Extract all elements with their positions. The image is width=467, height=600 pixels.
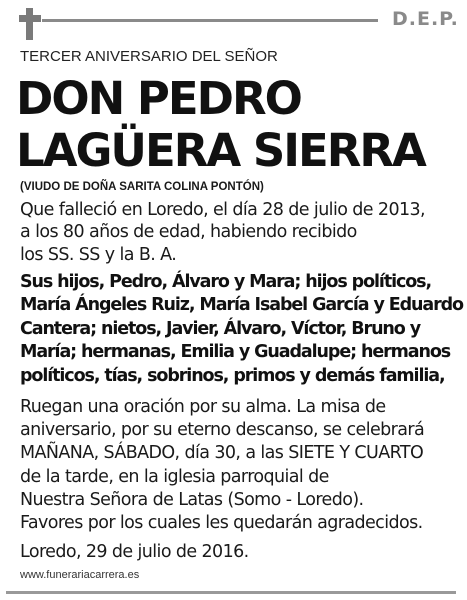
paragraph-line: a los 80 años de edad, habiendo recibido — [20, 222, 357, 242]
family-line: Cantera; nietos, Javier, Álvaro, Víctor, Bruno y — [20, 319, 421, 339]
paragraph-line: Nuestra Señora de Latas (Somo - Loredo). — [20, 490, 364, 510]
deceased-name-line2: LAGÜERA SIERRA — [16, 124, 425, 177]
paragraph-line: de la tarde, en la iglesia parroquial de — [20, 467, 329, 487]
family-line: Sus hijos, Pedro, Álvaro y Mara; hijos políticos, — [20, 272, 432, 292]
paragraph-line: los SS. SS y la B. A. — [20, 245, 177, 265]
header — [0, 0, 467, 42]
family-line: políticos, tías, sobrinos, primos y demás familia, — [20, 366, 445, 386]
date-line: Loredo, 29 de julio de 2016. — [20, 542, 249, 562]
dep-label: D.E.P. — [392, 8, 459, 30]
cross-icon — [19, 8, 41, 40]
paragraph-line: Ruegan una oración por su alma. La misa de — [20, 397, 386, 417]
paragraph-line: aniversario, por su eterno descanso, se celebrará — [20, 420, 425, 440]
paragraph-line: Favores por los cuales les quedarán agradecidos. — [20, 513, 423, 533]
footer-url[interactable]: www.funerariacarrera.es — [20, 569, 140, 581]
anniversary-subtitle: TERCER ANIVERSARIO DEL SEÑOR — [20, 48, 278, 65]
paragraph-line: Que falleció en Loredo, el día 28 de julio de 2013, — [20, 200, 426, 220]
family-line: María; hermanas, Emilia y Guadalupe; hermanos — [20, 342, 451, 362]
header-divider — [42, 19, 378, 22]
widower-note: (VIUDO DE DOÑA SARITA COLINA PONTÓN) — [20, 181, 264, 193]
deceased-name-line1: DON PEDRO — [16, 72, 301, 125]
footer-divider — [6, 591, 456, 594]
family-line: María Ángeles Ruiz, María Isabel García y Eduardo — [20, 295, 463, 315]
paragraph-line: MAÑANA, SÁBADO, día 30, a las SIETE Y CUARTO — [20, 443, 424, 463]
